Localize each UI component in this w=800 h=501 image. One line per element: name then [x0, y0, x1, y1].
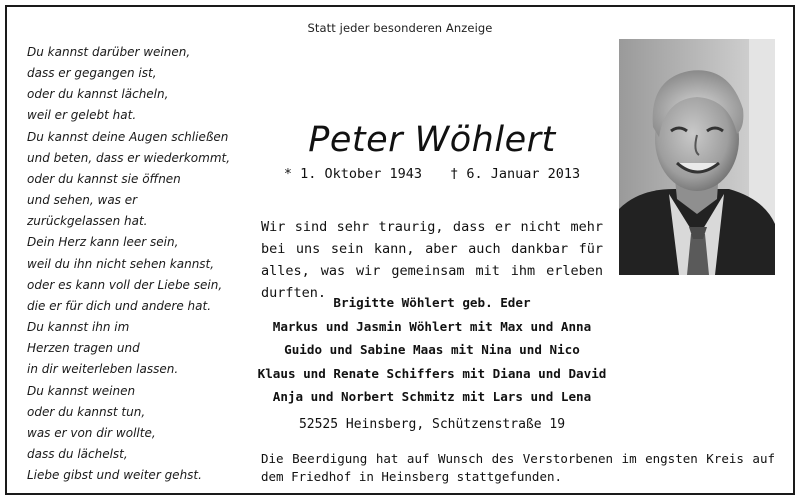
family-list [257, 291, 607, 409]
poem-line: Du kannst darüber weinen, [27, 45, 191, 59]
poem-line: oder es kann voll der Liebe sein, [27, 277, 223, 292]
poem-line: weil du ihn nicht sehen kannst, [27, 256, 215, 271]
family-member: Brigitte Wöhlert geb. Eder [333, 295, 531, 310]
poem-line: Herzen tragen und [27, 341, 140, 356]
poem-line: dass er gegangen ist, [27, 66, 157, 81]
poem-line: und beten, dass er wiederkommt, [27, 150, 231, 165]
obituary-notice [5, 5, 795, 495]
condolence-message: Wir sind sehr traurig, dass er nicht mehr bei uns sein kann, aber auch dankbar für alles, was wir gemeinsam mit ihm erleben durften. [261, 219, 603, 301]
poem-line: Du kannst weinen [27, 383, 136, 398]
poem-line: oder du kannst sie öffnen [27, 171, 181, 186]
poem-line: die er für dich und andere hat. [27, 298, 212, 313]
address: 52525 Heinsberg, Schützenstraße 19 [298, 417, 566, 432]
family-member: Markus und Jasmin Wöhlert mit Max und Anna [272, 318, 592, 334]
poem-line: in dir weiterleben lassen. [27, 362, 179, 377]
poem-line: oder du kannst tun, [27, 404, 146, 419]
deceased-name: Peter Wöhlert [308, 120, 556, 160]
death-date: † 6. Januar 2013 [450, 166, 581, 182]
poem-line: Du kannst deine Augen schließen [27, 129, 229, 144]
family-member: Anja und Norbert Schmitz mit Lars und Lena [272, 389, 592, 404]
poem-line: zurückgelassen hat. [27, 214, 148, 229]
family-member: Klaus und Renate Schiffers mit Diana und David [257, 365, 607, 381]
poem-line: oder du kannst lächeln, [27, 87, 169, 102]
poem [27, 42, 257, 486]
notice-header: Statt jeder besonderen Anzeige [307, 21, 493, 35]
poem-line: was er von dir wollte, [27, 425, 156, 440]
poem-line: Dein Herz kann leer sein, [27, 235, 179, 250]
poem-line: Liebe gibst und weiter gehst. [27, 468, 202, 483]
family-member: Guido und Sabine Maas mit Nina und Nico [284, 342, 580, 357]
poem-line: und sehen, was er [27, 193, 138, 208]
funeral-note: Die Beerdigung hat auf Wunsch des Verstorbenen im engsten Kreis auf dem Friedhof in Heinsberg stattgefunden. [261, 451, 775, 484]
portrait-photo [619, 39, 775, 275]
birth-date: * 1. Oktober 1943 [283, 166, 423, 182]
life-dates [257, 166, 607, 182]
poem-line: Du kannst ihn im [27, 320, 130, 335]
poem-line: dass du lächelst, [27, 446, 128, 461]
poem-line: weil er gelebt hat. [27, 108, 137, 123]
